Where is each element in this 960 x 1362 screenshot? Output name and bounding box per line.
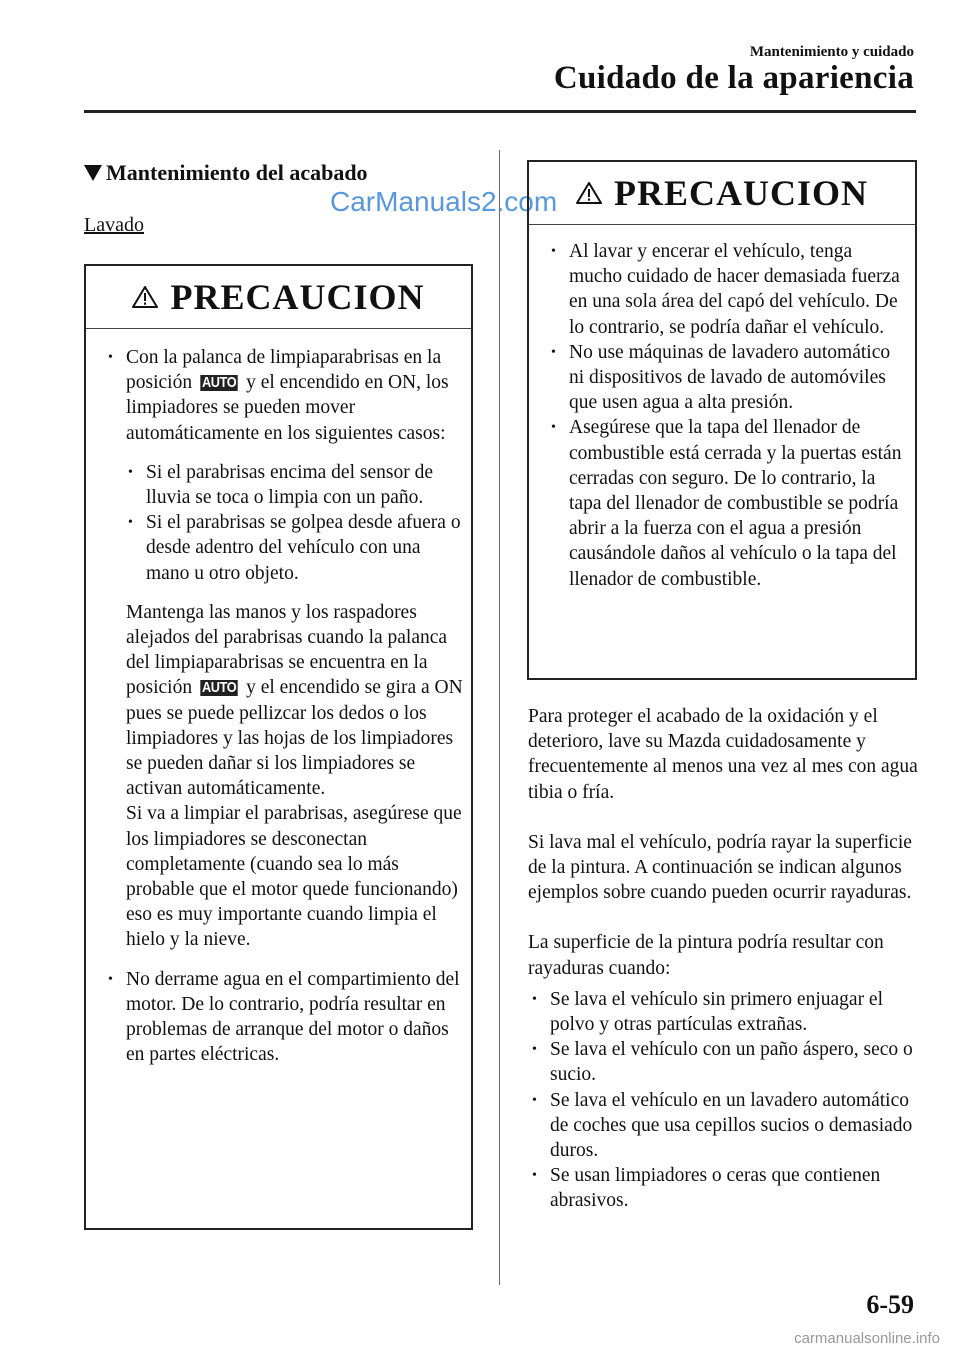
caution-header [86,266,471,329]
paragraph: Si lava mal el vehículo, podría rayar la superficie de la pintura. A continuación se indican algunos ejemplos sobre cuando pueden ocurrir rayaduras. [528,831,912,904]
sub-bullet: • Si el parabrisas encima del sensor de lluvia se toca o limpia con un paño. [126,460,465,510]
sub-bullet: • Si el parabrisas se golpea desde afuera o desde adentro del vehículo con una mano u otro objeto. [126,510,465,586]
caution-text: y el encendido en ON, los limpiadores se pueden mover automáticamente en los siguientes casos: [126,372,449,444]
caution-paragraph [104,600,465,802]
paragraph: Para proteger el acabado de la oxidación y el deterioro, lave su Mazda cuidadosamente y frecuentemente al menos una vez al mes con agua tibia o fría. [528,706,918,803]
subheading-lavado: Lavado [84,214,144,236]
section-title [84,160,368,186]
caution-bullet [104,345,465,446]
list-item: • Se lava el vehículo con un paño áspero, seco o sucio. [530,1037,920,1087]
triangle-down-icon [84,165,102,181]
body-text-column [528,704,920,1214]
watermark-carmanuals: CarManuals2.com [330,186,558,217]
warning-icon [576,181,602,205]
caution-bullet: • No derrame agua en el compartimiento del motor. De lo contrario, podría resultar en problemas de arranque del motor o daños en partes eléctricas. [104,967,465,1068]
header-rule [84,110,916,113]
caution-body [529,225,915,592]
scratch-causes-list [528,987,920,1214]
caution-label: PRECAUCION [613,173,868,213]
caution-label: PRECAUCION [170,277,425,317]
list-item: • Se lava el vehículo en un lavadero automático de coches que usa cepillos sucios o demasiado duros. [530,1088,920,1164]
caution-text: Con la palanca de limpiaparabrisas en la posición [126,347,442,394]
caution-box-left [84,264,473,1230]
page-number: 6-59 [866,1290,914,1319]
caution-bullet: • Asegúrese que la tapa del llenador de combustible está cerrada y la puertas están cerradas con seguro. De lo contrario, la tapa del llenador de combustible se podría abrir a la fuerza con el agua a presión causándole daños al vehículo o la tapa del llenador de combustible. [547,415,907,591]
column-divider [499,150,500,1285]
caution-paragraph: Si va a limpiar el parabrisas, asegúrese que los limpiadores se desconectan completamente (cuando sea lo más probable que el motor quede funcionando) eso es muy importante cuando limpia el hielo y la nieve. [126,803,462,951]
list-item: • Se usan limpiadores o ceras que contienen abrasivos. [530,1163,920,1213]
list-item: • Se lava el vehículo sin primero enjuagar el polvo y otras partículas extrañas. [530,987,920,1037]
auto-icon: AUTO [201,374,237,392]
caution-box-right [527,160,917,680]
section-header-title: Cuidado de la apariencia [553,60,914,96]
auto-icon: AUTO [201,679,237,697]
footer-watermark: carmanualsonline.info [794,1330,940,1347]
warning-icon [132,285,158,309]
caution-header [529,162,915,225]
caution-text: Mantenga las manos y los raspadores alejados del parabrisas cuando la palanca del limpiaparabrisas se encuentra en la posición [126,601,448,699]
caution-body [86,329,471,1067]
sub-bullet-list [104,460,465,586]
chapter-title: Mantenimiento y cuidado [749,44,914,60]
caution-text: y el encendido se gira a ON pues se puede pellizcar los dedos o los limpiadores y las hojas de los limpiadores se pueden dañar si los limpiadores se activan automáticamente. [126,677,463,800]
caution-bullet: • Al lavar y encerar el vehículo, tenga mucho cuidado de hacer demasiada fuerza en una sola área del capó del vehículo. De lo contrario, se podría dañar el vehículo. [547,239,907,340]
caution-bullet: • No use máquinas de lavadero automático ni dispositivos de lavado de automóviles que usen agua a alta presión. [547,340,907,416]
paragraph: La superficie de la pintura podría resultar con rayaduras cuando: [528,932,884,979]
section-title-text: Mantenimiento del acabado [106,160,368,185]
